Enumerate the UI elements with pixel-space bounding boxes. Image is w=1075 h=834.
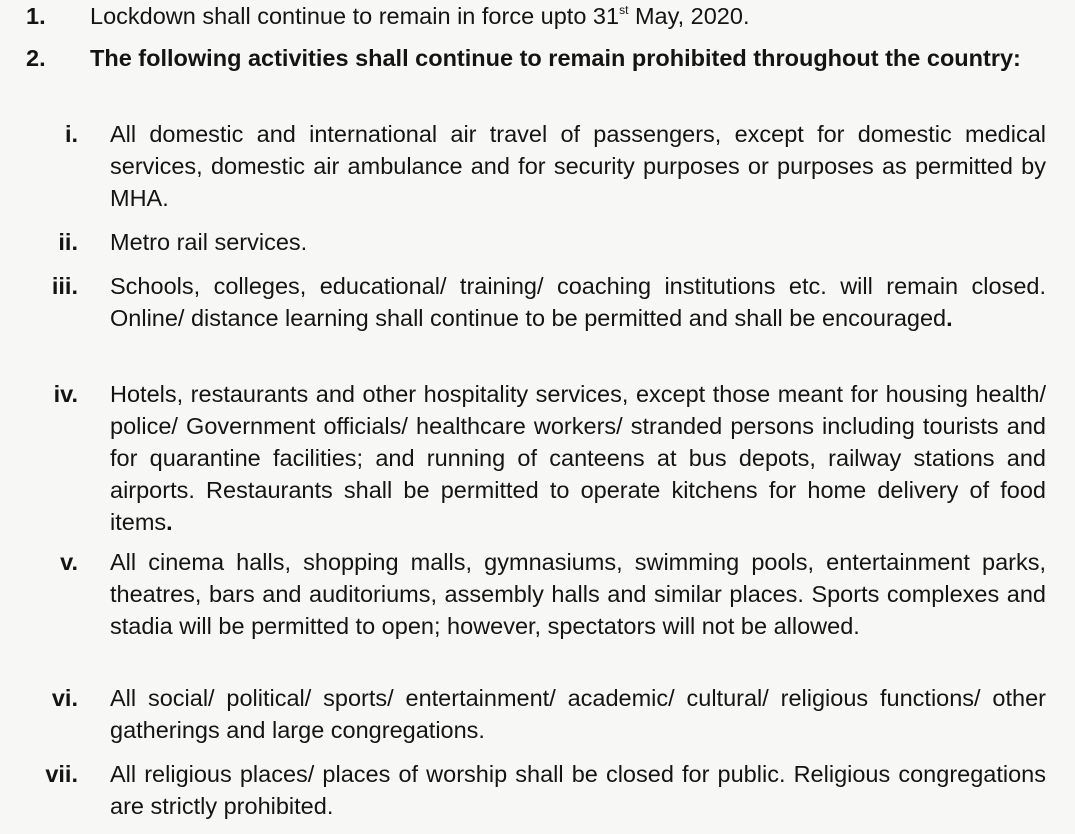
section-number: 2. [26,45,46,71]
item-end-mark: . [166,509,173,535]
item-text [110,270,1046,334]
item-body: Schools, colleges, educational/ training/ coaching institutions etc. will remain closed. Online/ distance learning shall continue to be permitted and shall be encouraged [110,273,1046,331]
item-text: All cinema halls, shopping malls, gymnasiums, swimming pools, entertainment parks, theatres, bars and auditoriums, assembly halls and similar places. Sports complexes and stadia will be permitted to open; however, spectators will not be allowed. [110,549,1046,639]
item-text [110,378,1046,538]
item-numeral: iv. [53,381,78,407]
ordinal-suffix: st [619,3,629,17]
item-end-mark: . [946,305,953,331]
item-body: Hotels, restaurants and other hospitality services, except those meant for housing health/ police/ Government officials/ healthcare workers/ stranded persons including tourists and for quarantine facilities; and running of canteens at bus depots, railway stations and airports. Restaurants shall be permitted to operate kitchens for home delivery of food items [110,381,1046,535]
lockdown-date: May, 2020. [628,3,750,29]
item-text: All domestic and international air travel of passengers, except for domestic medical services, domestic air ambulance and for security purposes or purposes as permitted by MHA. [110,121,1046,211]
lockdown-text: Lockdown shall continue to remain in force upto 31 [90,3,620,29]
item-numeral: vii. [45,761,78,787]
item-numeral: vi. [51,685,78,711]
item-numeral: iii. [51,273,78,299]
item-numeral: ii. [58,229,78,255]
item-numeral: i. [64,121,78,147]
section-number: 1. [26,3,46,29]
section-heading: The following activities shall continue to remain prohibited throughout the country: [90,45,1021,71]
item-text: All social/ political/ sports/ entertainment/ academic/ cultural/ religious functions/ other gatherings and large congregations. [110,685,1046,743]
item-numeral: v. [60,549,78,575]
item-text: All religious places/ places of worship shall be closed for public. Religious congregations are strictly prohibited. [110,761,1046,819]
item-text: Metro rail services. [110,229,308,255]
section-1-text [90,0,1045,32]
